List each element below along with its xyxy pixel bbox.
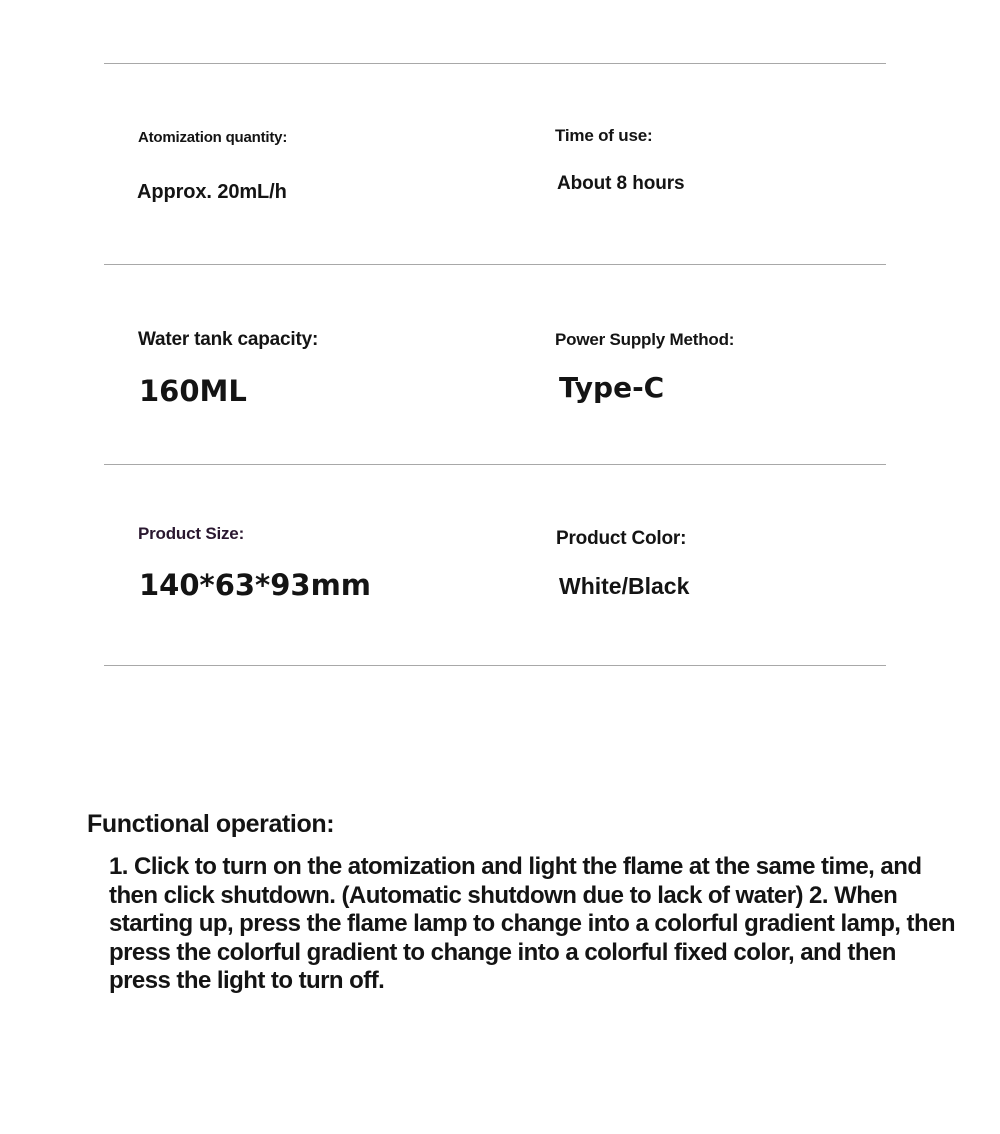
spec-value: Type-C [559,371,665,404]
divider-row-2 [104,464,886,465]
spec-label: Atomization quantity: [138,129,288,146]
section-title: Functional operation: [87,810,335,838]
divider-row-1 [104,264,886,265]
divider-top [104,63,886,64]
spec-label: Product Color: [556,528,687,549]
spec-label: Product Size: [138,524,245,543]
spec-label: Water tank capacity: [138,329,319,350]
divider-bottom [104,665,886,666]
spec-value: Approx. 20mL/h [137,181,287,203]
spec-value: About 8 hours [557,173,685,194]
spec-label: Time of use: [555,126,653,145]
spec-label: Power Supply Method: [555,330,735,349]
spec-value: 140*63*93mm [139,568,372,602]
spec-value: 160ML [139,374,247,408]
spec-value: White/Black [559,573,690,599]
section-body: 1. Click to turn on the atomization and light the flame at the same time, and then click shutdown. (Automatic shutdown due to lack of water) 2. When starting up, press the flame lamp to change into a colorful gradient lamp, then press the colorful gradient to change into a colorful fixed color, and then press the light to turn off. [109,853,956,995]
